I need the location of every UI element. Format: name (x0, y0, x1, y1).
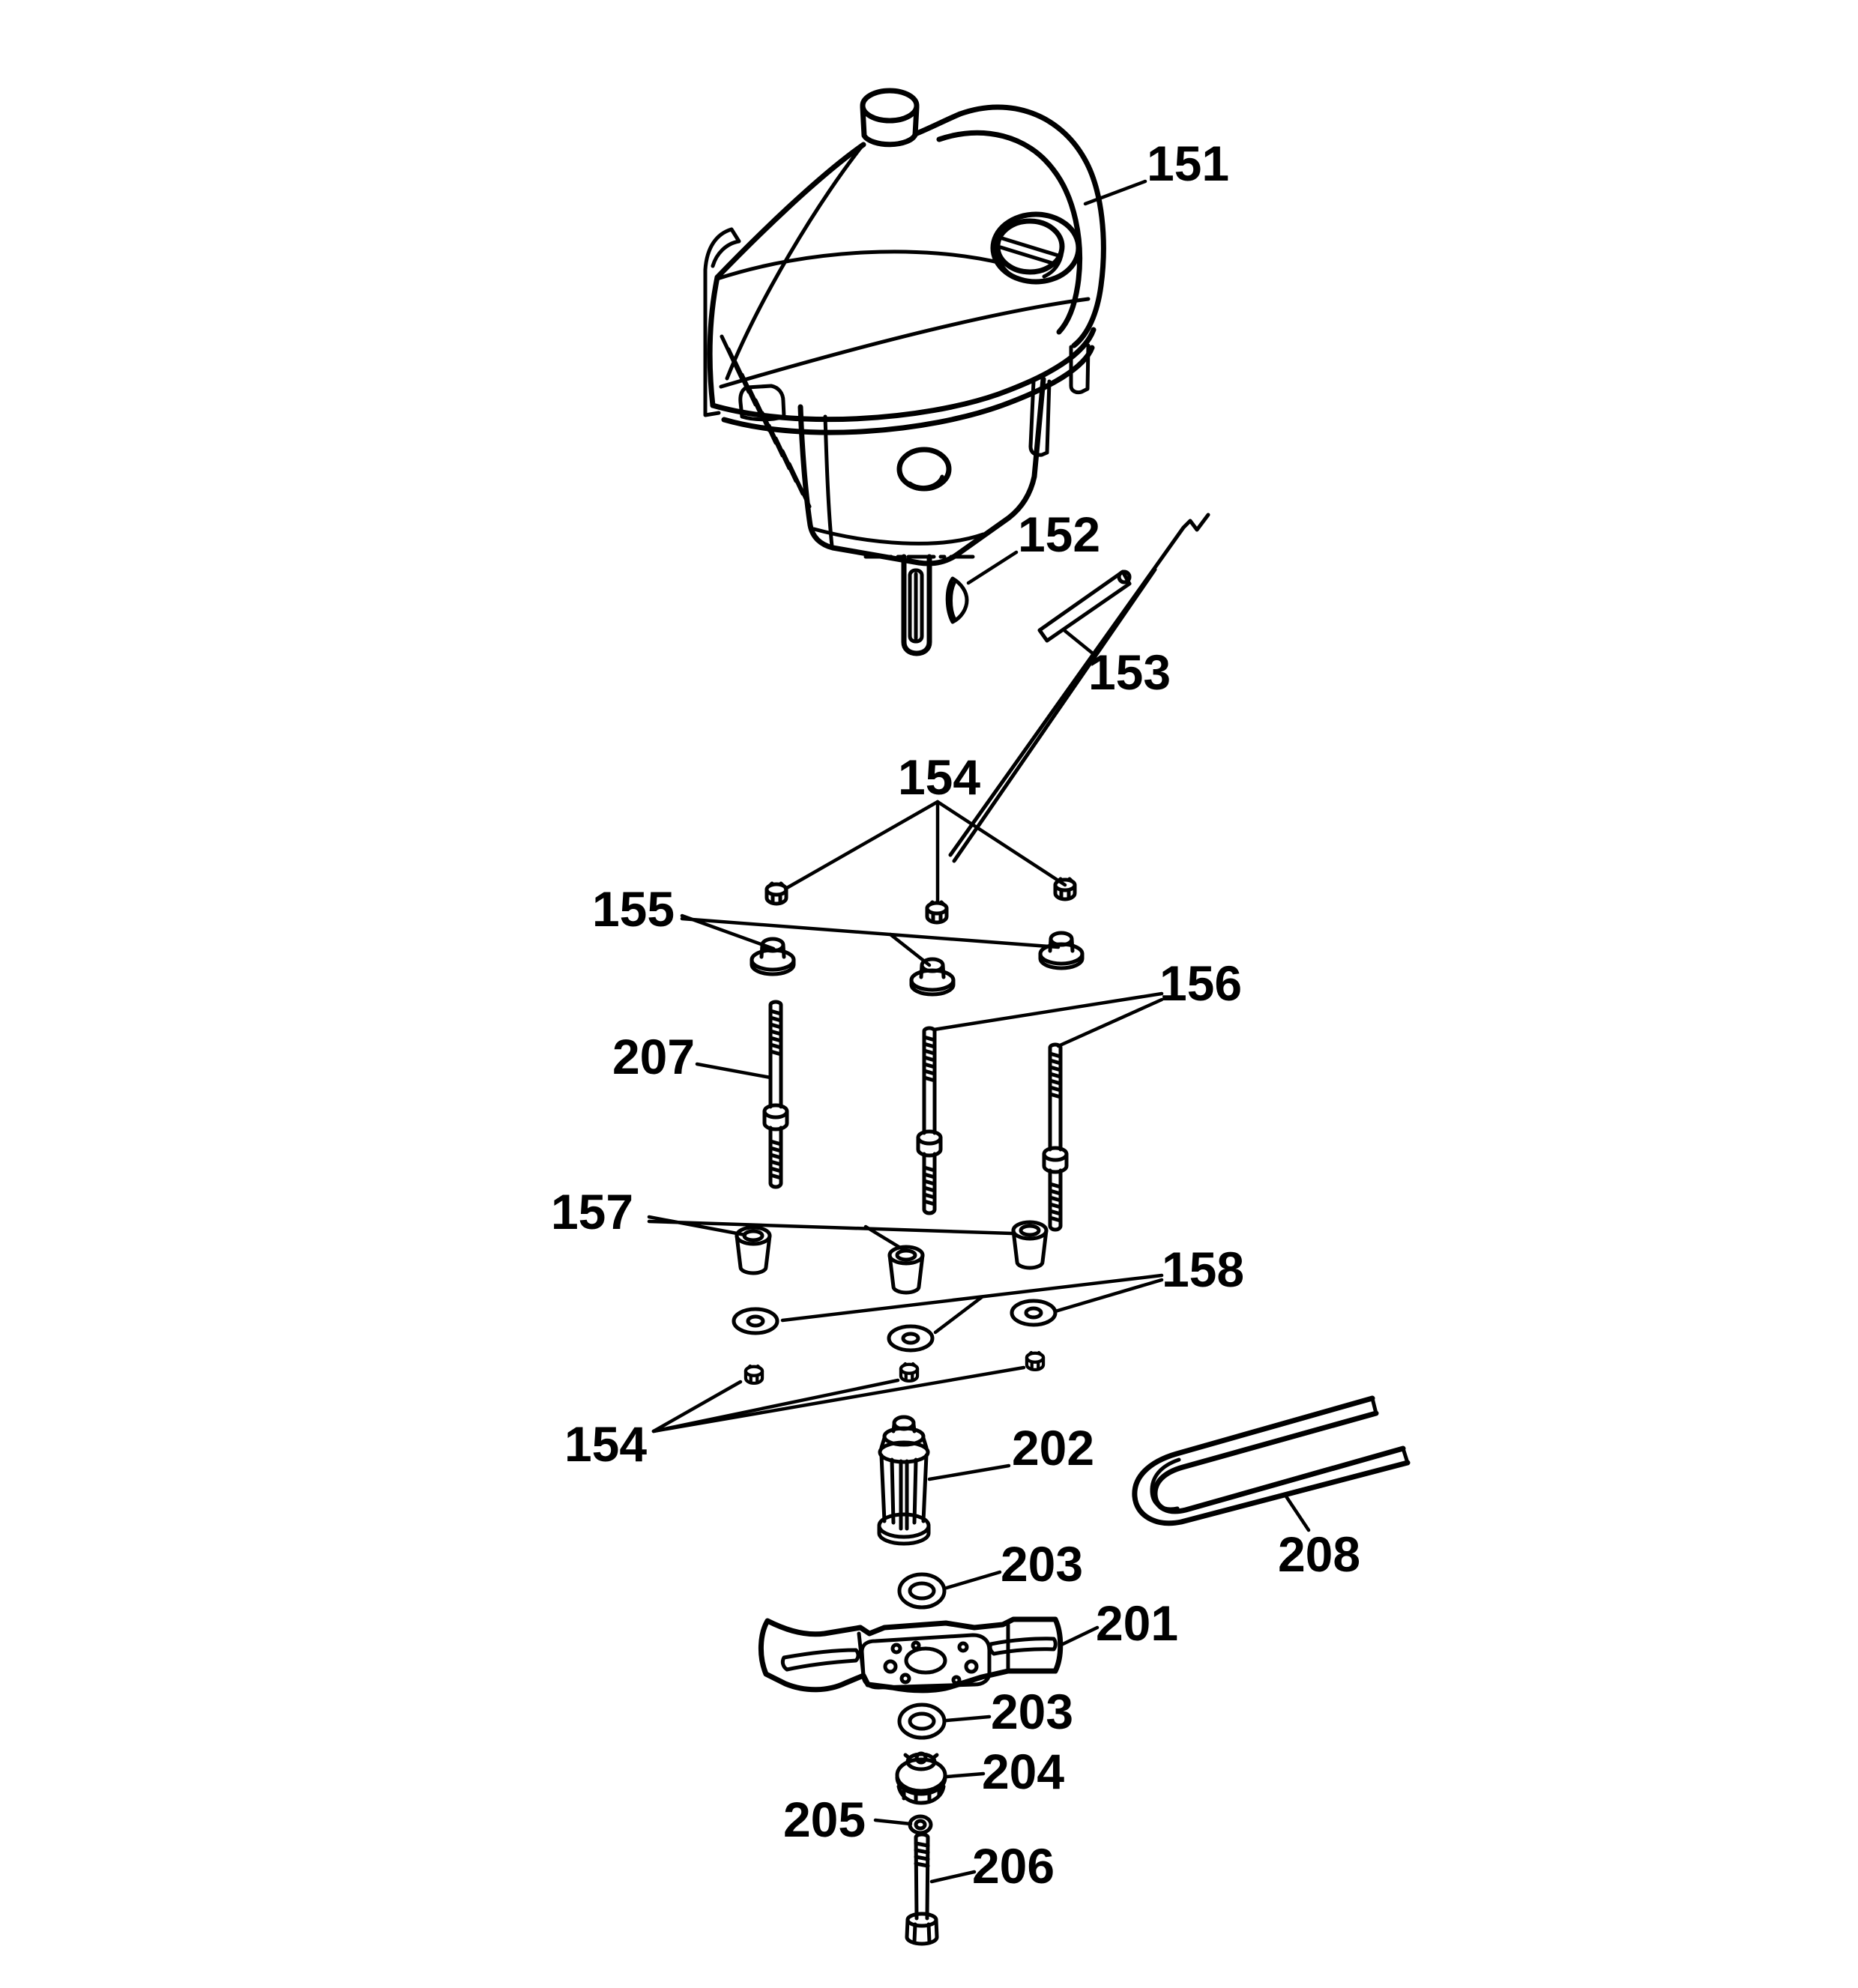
callout-labels (551, 136, 1360, 1894)
blade-hub-204 (897, 1753, 945, 1803)
part-label-156: 156 (1159, 955, 1243, 1011)
crankshaft (866, 557, 973, 653)
washer-203-lower (899, 1705, 944, 1738)
washer-203-upper (899, 1574, 944, 1607)
part-label-203-lower: 203 (990, 1684, 1074, 1739)
part-label-153: 153 (1088, 644, 1171, 700)
part-label-205: 205 (782, 1792, 866, 1847)
part-label-207: 207 (612, 1029, 696, 1084)
part-label-204: 204 (981, 1744, 1065, 1799)
part-label-158: 158 (1161, 1242, 1245, 1297)
blade-201 (761, 1619, 1060, 1691)
drive-belt-208 (1135, 1398, 1408, 1523)
part-label-206: 206 (971, 1838, 1055, 1894)
part-label-202: 202 (1011, 1420, 1095, 1475)
part-label-155: 155 (591, 881, 675, 937)
part-label-203-upper: 203 (1000, 1536, 1084, 1592)
part-label-154-upper: 154 (897, 749, 981, 805)
part-label-157: 157 (550, 1184, 634, 1239)
blade-adapter-shaft-202 (879, 1417, 929, 1544)
lock-washer-205 (910, 1816, 931, 1833)
hex-nuts-154-upper (767, 879, 1075, 922)
mounting-bolts-156-207 (764, 1002, 1067, 1230)
engine-151 (705, 91, 1103, 564)
part-label-201: 201 (1095, 1595, 1179, 1651)
part-label-154-lower: 154 (564, 1416, 648, 1472)
blade-center-hole (906, 1649, 945, 1673)
woodruff-key-152 (947, 578, 967, 622)
part-label-208: 208 (1277, 1526, 1361, 1582)
crankcase-hole (899, 450, 949, 489)
part-label-151: 151 (1146, 136, 1230, 191)
hex-nuts-154-lower (746, 1353, 1043, 1383)
blade-bolt-206 (907, 1834, 937, 1944)
flanged-spacers-155 (752, 933, 1082, 994)
part-label-152: 152 (1017, 507, 1101, 562)
